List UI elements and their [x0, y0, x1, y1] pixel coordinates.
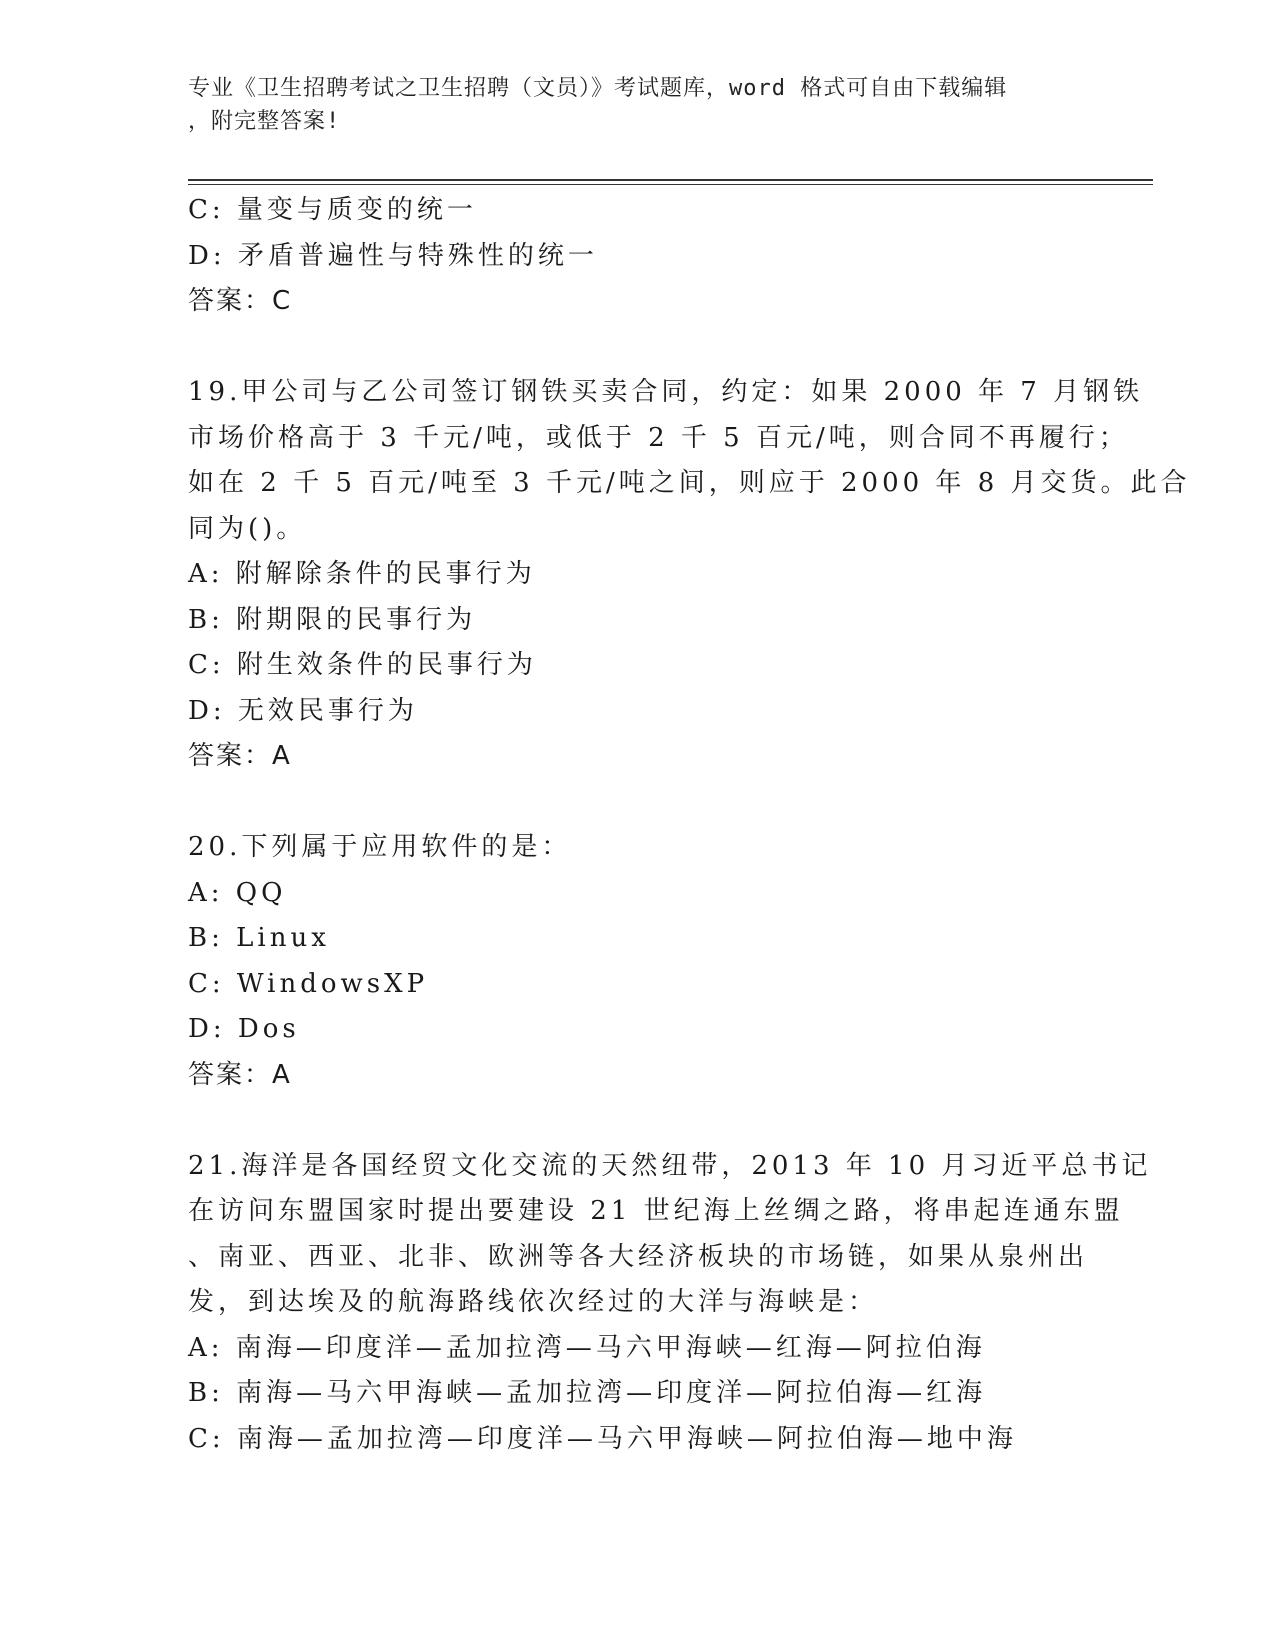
question-text-line: 、南亚、西亚、北非、欧洲等各大经济板块的市场链，如果从泉州出	[188, 1241, 1089, 1272]
header-divider-thin	[188, 184, 1153, 185]
question-19	[188, 370, 1191, 780]
option-c: C: 南海—孟加拉湾—印度洋—马六甲海峡—阿拉伯海—地中海	[188, 1423, 1017, 1454]
answer-line: 答案：C	[188, 286, 293, 316]
question-text-line: 发，到达埃及的航海路线依次经过的大洋与海峡是：	[188, 1287, 879, 1317]
answer-line: 答案：A	[188, 1059, 292, 1090]
option-c: C: WindowsXP	[188, 968, 429, 999]
option-c: C: 量变与质变的统一	[188, 195, 477, 225]
question-text-line: 同为()。	[188, 513, 307, 544]
option-d: D: 无效民事行为	[188, 695, 418, 726]
header-divider-thick	[188, 179, 1153, 181]
question-text-line: 市场价格高于 3 千元/吨，或低于 2 千 5 百元/吨，则合同不再履行；	[188, 422, 1129, 453]
document-body	[188, 188, 1191, 1462]
spacer	[188, 780, 1108, 826]
option-d: D: Dos	[188, 1014, 300, 1044]
option-c: C: 附生效条件的民事行为	[188, 650, 537, 680]
option-d: D: 矛盾普遍性与特殊性的统一	[188, 240, 598, 271]
question-text-line: 如在 2 千 5 百元/吨至 3 千元/吨之间，则应于 2000 年 8 月交货。此合	[188, 468, 1191, 498]
header-line-2: ，附完整答案!	[188, 109, 341, 134]
question-text-line: 21.海洋是各国经贸文化交流的天然纽带，2013 年 10 月习近平总书记	[188, 1150, 1152, 1181]
question-text-line: 20.下列属于应用软件的是：	[188, 832, 572, 862]
question-21	[188, 1144, 1152, 1463]
spacer	[188, 325, 1108, 371]
question-20	[188, 825, 1108, 1098]
question-text-line: 在访问东盟国家时提出要建设 21 世纪海上丝绸之路，将串起连通东盟	[188, 1196, 1124, 1226]
option-b: B: 南海—马六甲海峡—孟加拉湾—印度洋—阿拉伯海—红海	[188, 1378, 987, 1408]
option-a: A: 南海—印度洋—孟加拉湾—马六甲海峡—红海—阿拉伯海	[188, 1332, 986, 1363]
question-text-line: 19.甲公司与乙公司签订钢铁买卖合同，约定：如果 2000 年 7 月钢铁	[188, 377, 1144, 407]
option-a: A: 附解除条件的民事行为	[188, 559, 536, 589]
document-header	[188, 72, 1078, 138]
option-b: B: Linux	[188, 923, 330, 953]
question-18-tail	[188, 188, 1108, 325]
option-a: A: QQ	[188, 877, 287, 908]
header-line-1: 专业《卫生招聘考试之卫生招聘（文员）》考试题库，word 格式可自由下载编辑	[188, 76, 1008, 101]
answer-line: 答案：A	[188, 741, 292, 771]
option-b: B: 附期限的民事行为	[188, 604, 477, 635]
spacer	[188, 1098, 1108, 1144]
